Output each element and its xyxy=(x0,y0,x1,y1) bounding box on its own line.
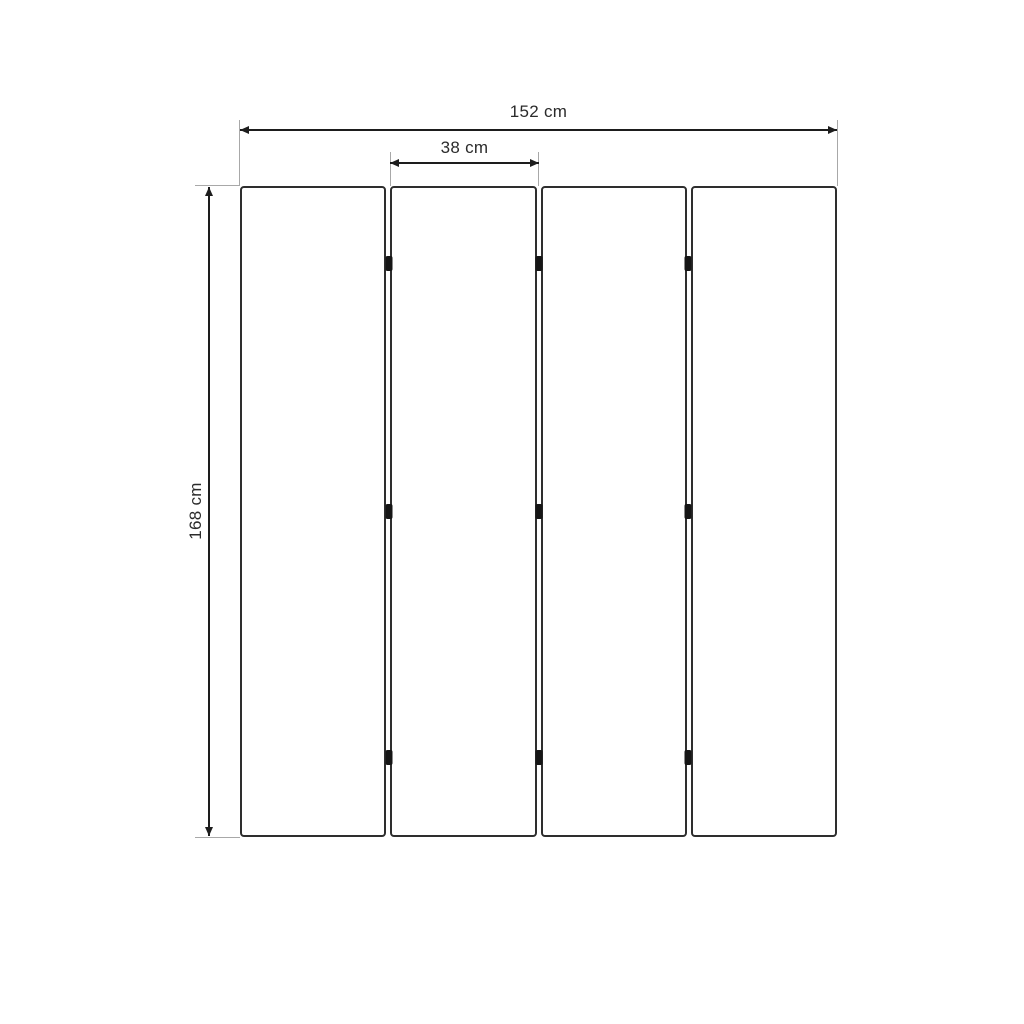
total-width-label: 152 cm xyxy=(509,102,568,121)
hinge-icon xyxy=(684,504,691,519)
panel-4 xyxy=(691,186,837,837)
extension-line-height-top xyxy=(195,185,240,186)
hinge-icon xyxy=(386,750,393,765)
panel-width-dimension-line xyxy=(390,162,539,164)
hinge-icon xyxy=(535,504,542,519)
panel-1 xyxy=(240,186,386,837)
hinge-icon xyxy=(684,750,691,765)
hinge-icon xyxy=(535,750,542,765)
panel-width-label: 38 cm xyxy=(440,138,489,157)
height-label: 168 cm xyxy=(186,482,205,540)
panels-row xyxy=(240,186,837,837)
hinge-icon xyxy=(386,504,393,519)
hinge-icon xyxy=(535,256,542,271)
extension-line-height-bottom xyxy=(195,837,240,838)
hinge-icon xyxy=(684,256,691,271)
panel-2 xyxy=(390,186,536,837)
hinge-icon xyxy=(386,256,393,271)
panel-3 xyxy=(541,186,687,837)
total-width-dimension-line xyxy=(240,129,837,131)
extension-line-total-width-right xyxy=(837,120,838,186)
